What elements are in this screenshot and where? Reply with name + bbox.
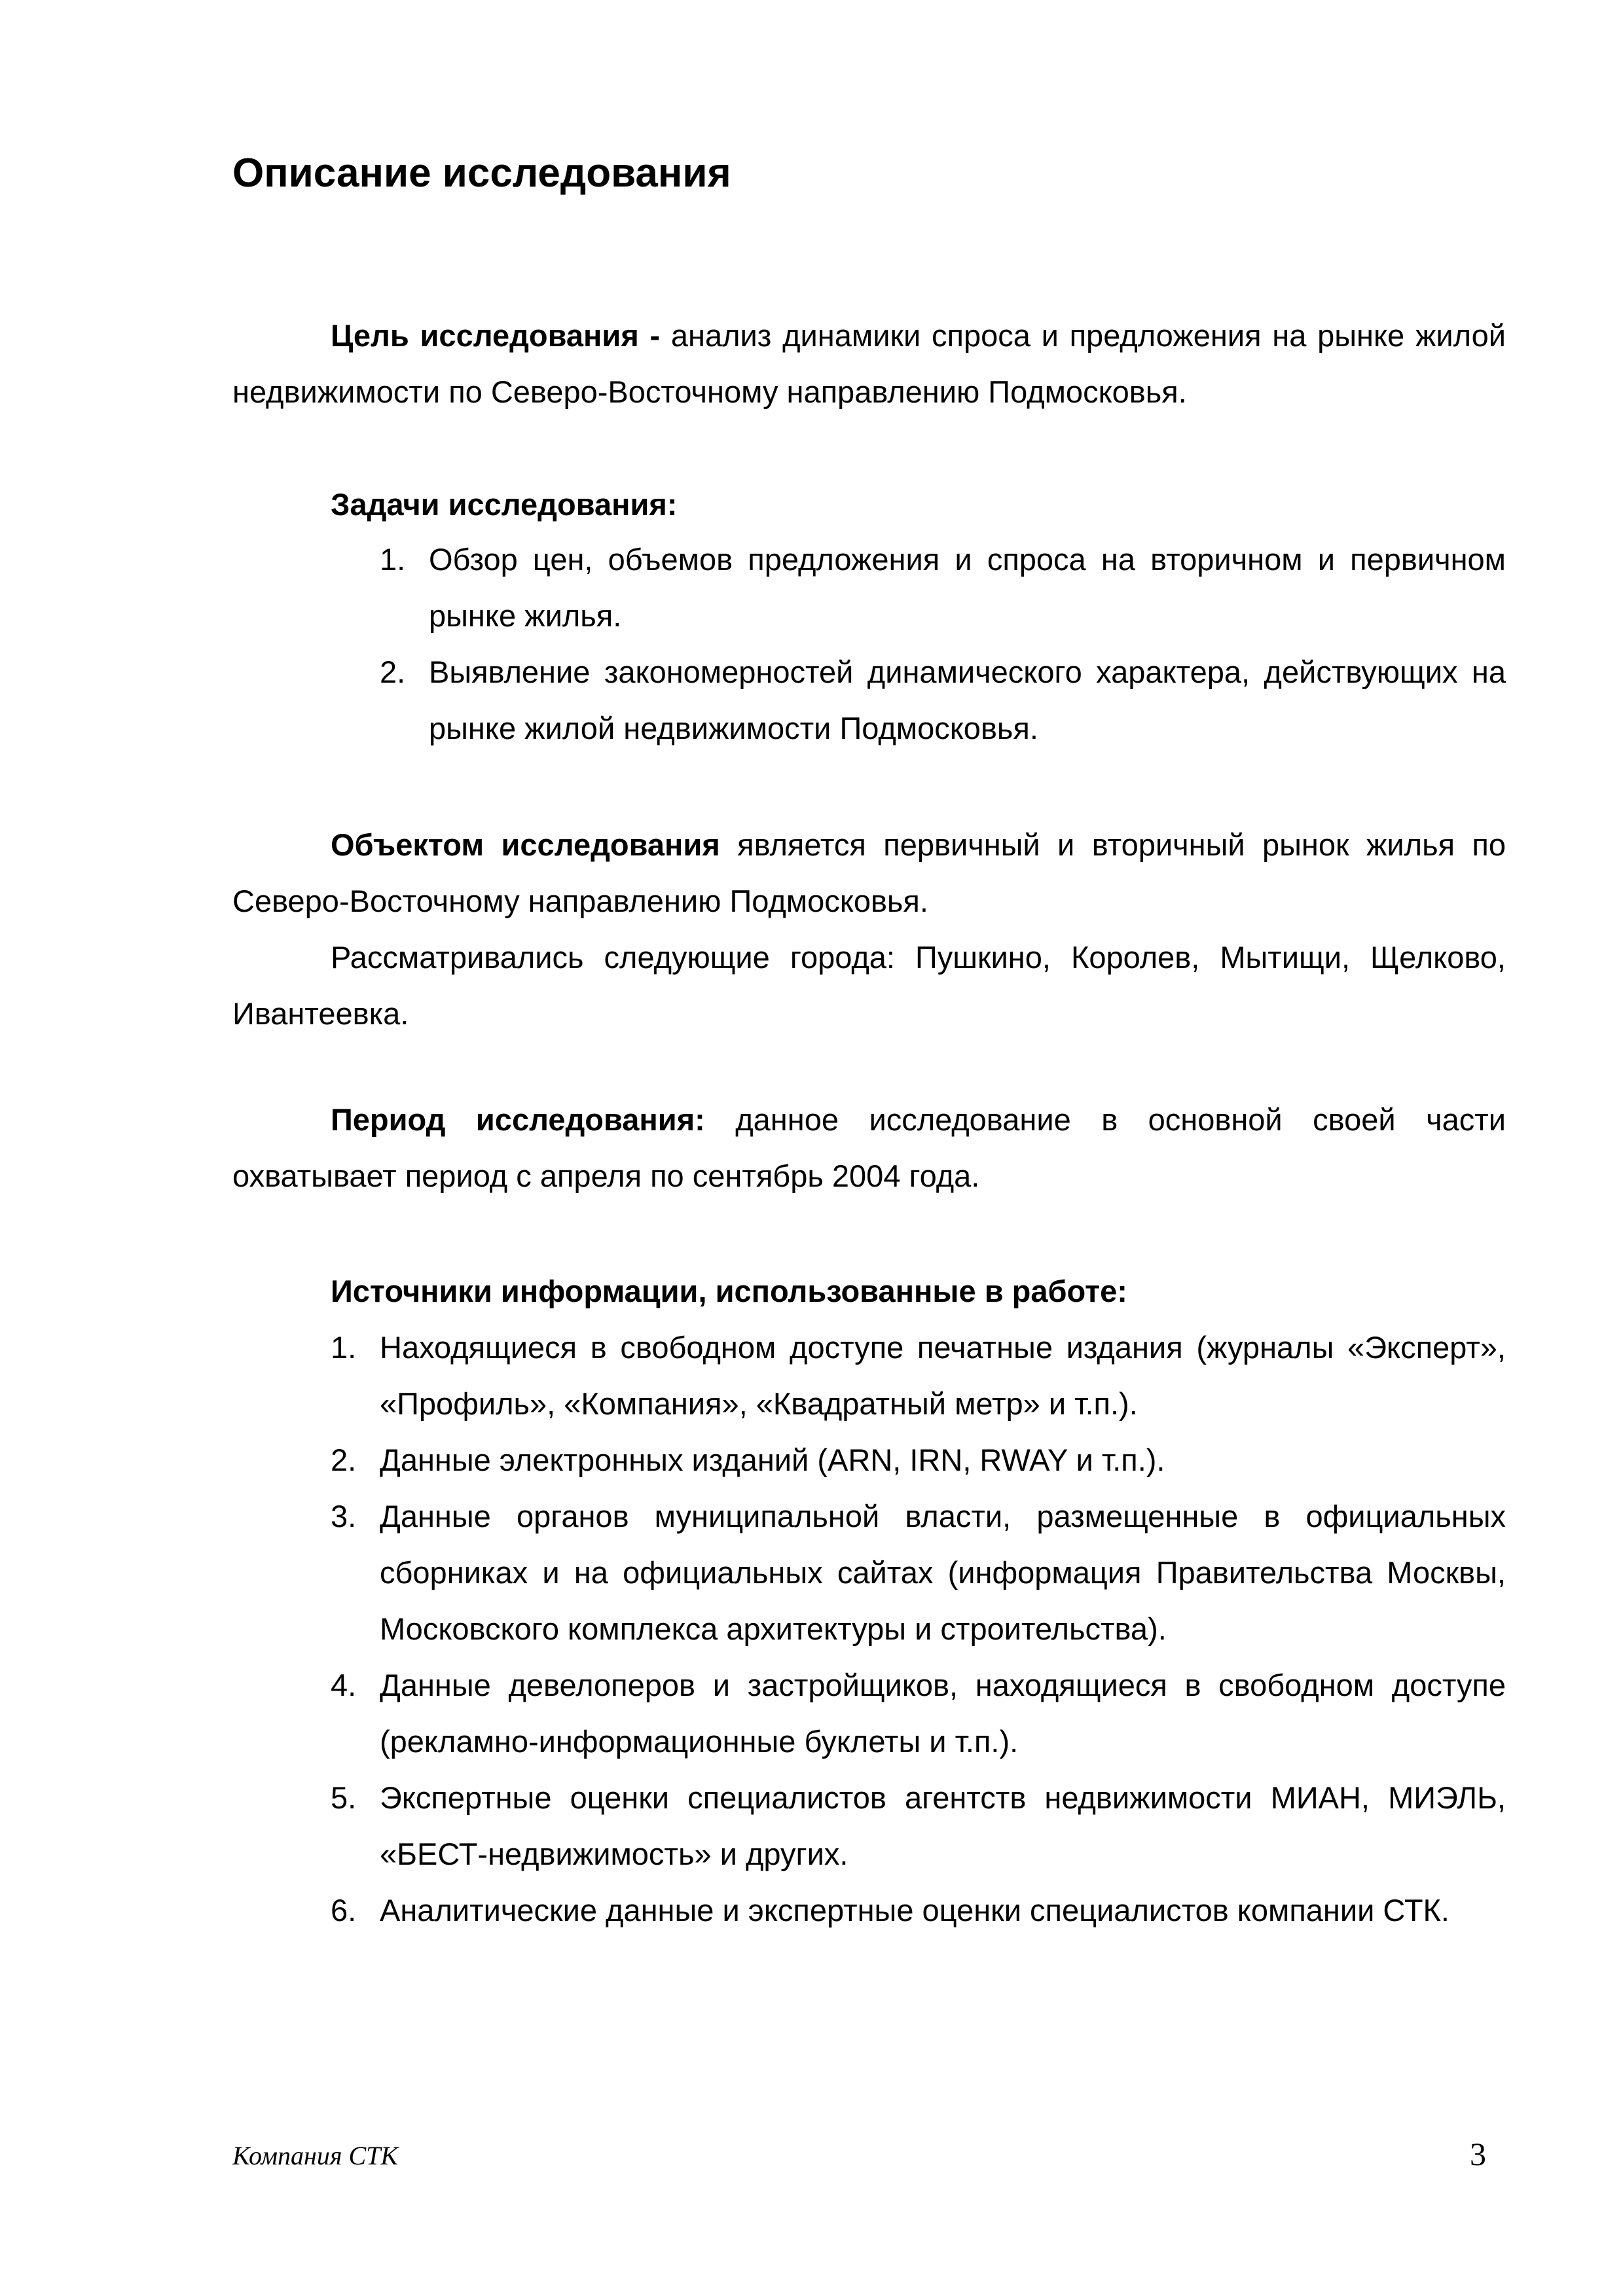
cities-paragraph: Рассматривались следующие города: Пушкино, Королев, Мытищи, Щелково, Ивантеевка. (232, 940, 1506, 1031)
list-item-number: 1. (331, 1330, 357, 1365)
goal-label: Цель исследования - (331, 318, 661, 353)
list-item-number: 1. (380, 542, 406, 577)
list-item-text: Данные органов муниципальной власти, размещенные в официальных сборниках и на официальных сайтах (информация Правительства Москвы, Московского комплекса архитектуры и строительства). (380, 1499, 1506, 1646)
list-item-text: Экспертные оценки специалистов агентств недвижимости МИАН, МИЭЛЬ, «БЕСТ-недвижимость» и других. (380, 1780, 1506, 1871)
goal-text: анализ динамики спроса и предложения на рынке жилой недвижимости по Северо-Восточному направлению Подмосковья. (232, 318, 1506, 409)
page-number: 3 (1470, 2136, 1486, 2172)
list-item-number: 3. (331, 1499, 357, 1534)
list-item (331, 1657, 1506, 1770)
list-item-number: 2. (331, 1443, 357, 1477)
period-label: Период исследования: (331, 1102, 705, 1137)
list-item-text: Аналитические данные и экспертные оценки специалистов компании СТК. (380, 1893, 1450, 1928)
footer-company: Компания СТК (232, 2141, 398, 2170)
list-item (331, 1488, 1506, 1657)
list-item-text: Обзор цен, объемов предложения и спроса на вторичном и первичном рынке жилья. (429, 542, 1506, 633)
list-item (331, 1432, 1506, 1488)
page-title: Описание исследования (232, 151, 731, 196)
list-item-number: 5. (331, 1780, 357, 1815)
period-paragraph (232, 1092, 1506, 1204)
object-paragraph (232, 817, 1506, 929)
sources-heading: Источники информации, использованные в работе: (331, 1274, 1127, 1308)
list-item-number: 4. (331, 1668, 357, 1702)
list-item-text: Выявление закономерностей динамического характера, действующих на рынке жилой недвижимости Подмосковья. (429, 655, 1506, 745)
list-item-text: Данные девелоперов и застройщиков, находящиеся в свободном доступе (рекламно-информационные буклеты и т.п.). (380, 1668, 1506, 1759)
sources-list (331, 1319, 1506, 1939)
list-item (380, 644, 1506, 757)
list-item-number: 6. (331, 1893, 357, 1928)
period-text: данное исследование в основной своей части охватывает период с апреля по сентябрь 2004 года. (232, 1102, 1506, 1193)
object-label: Объектом исследования (331, 827, 720, 862)
object-text: является первичный и вторичный рынок жилья по Северо-Восточному направлению Подмосковья. (232, 827, 1506, 918)
tasks-list (380, 531, 1506, 757)
list-item (380, 531, 1506, 644)
list-item-text: Находящиеся в свободном доступе печатные издания (журналы «Эксперт», «Профиль», «Компания», «Квадратный метр» и т.п.). (380, 1330, 1506, 1421)
list-item (331, 1770, 1506, 1882)
list-item (331, 1319, 1506, 1432)
list-item-number: 2. (380, 655, 406, 689)
list-item (331, 1882, 1506, 1939)
list-item-text: Данные электронных изданий (ARN, IRN, RWAY и т.п.). (380, 1443, 1165, 1477)
tasks-heading: Задачи исследования: (331, 487, 678, 522)
goal-paragraph (232, 308, 1506, 420)
